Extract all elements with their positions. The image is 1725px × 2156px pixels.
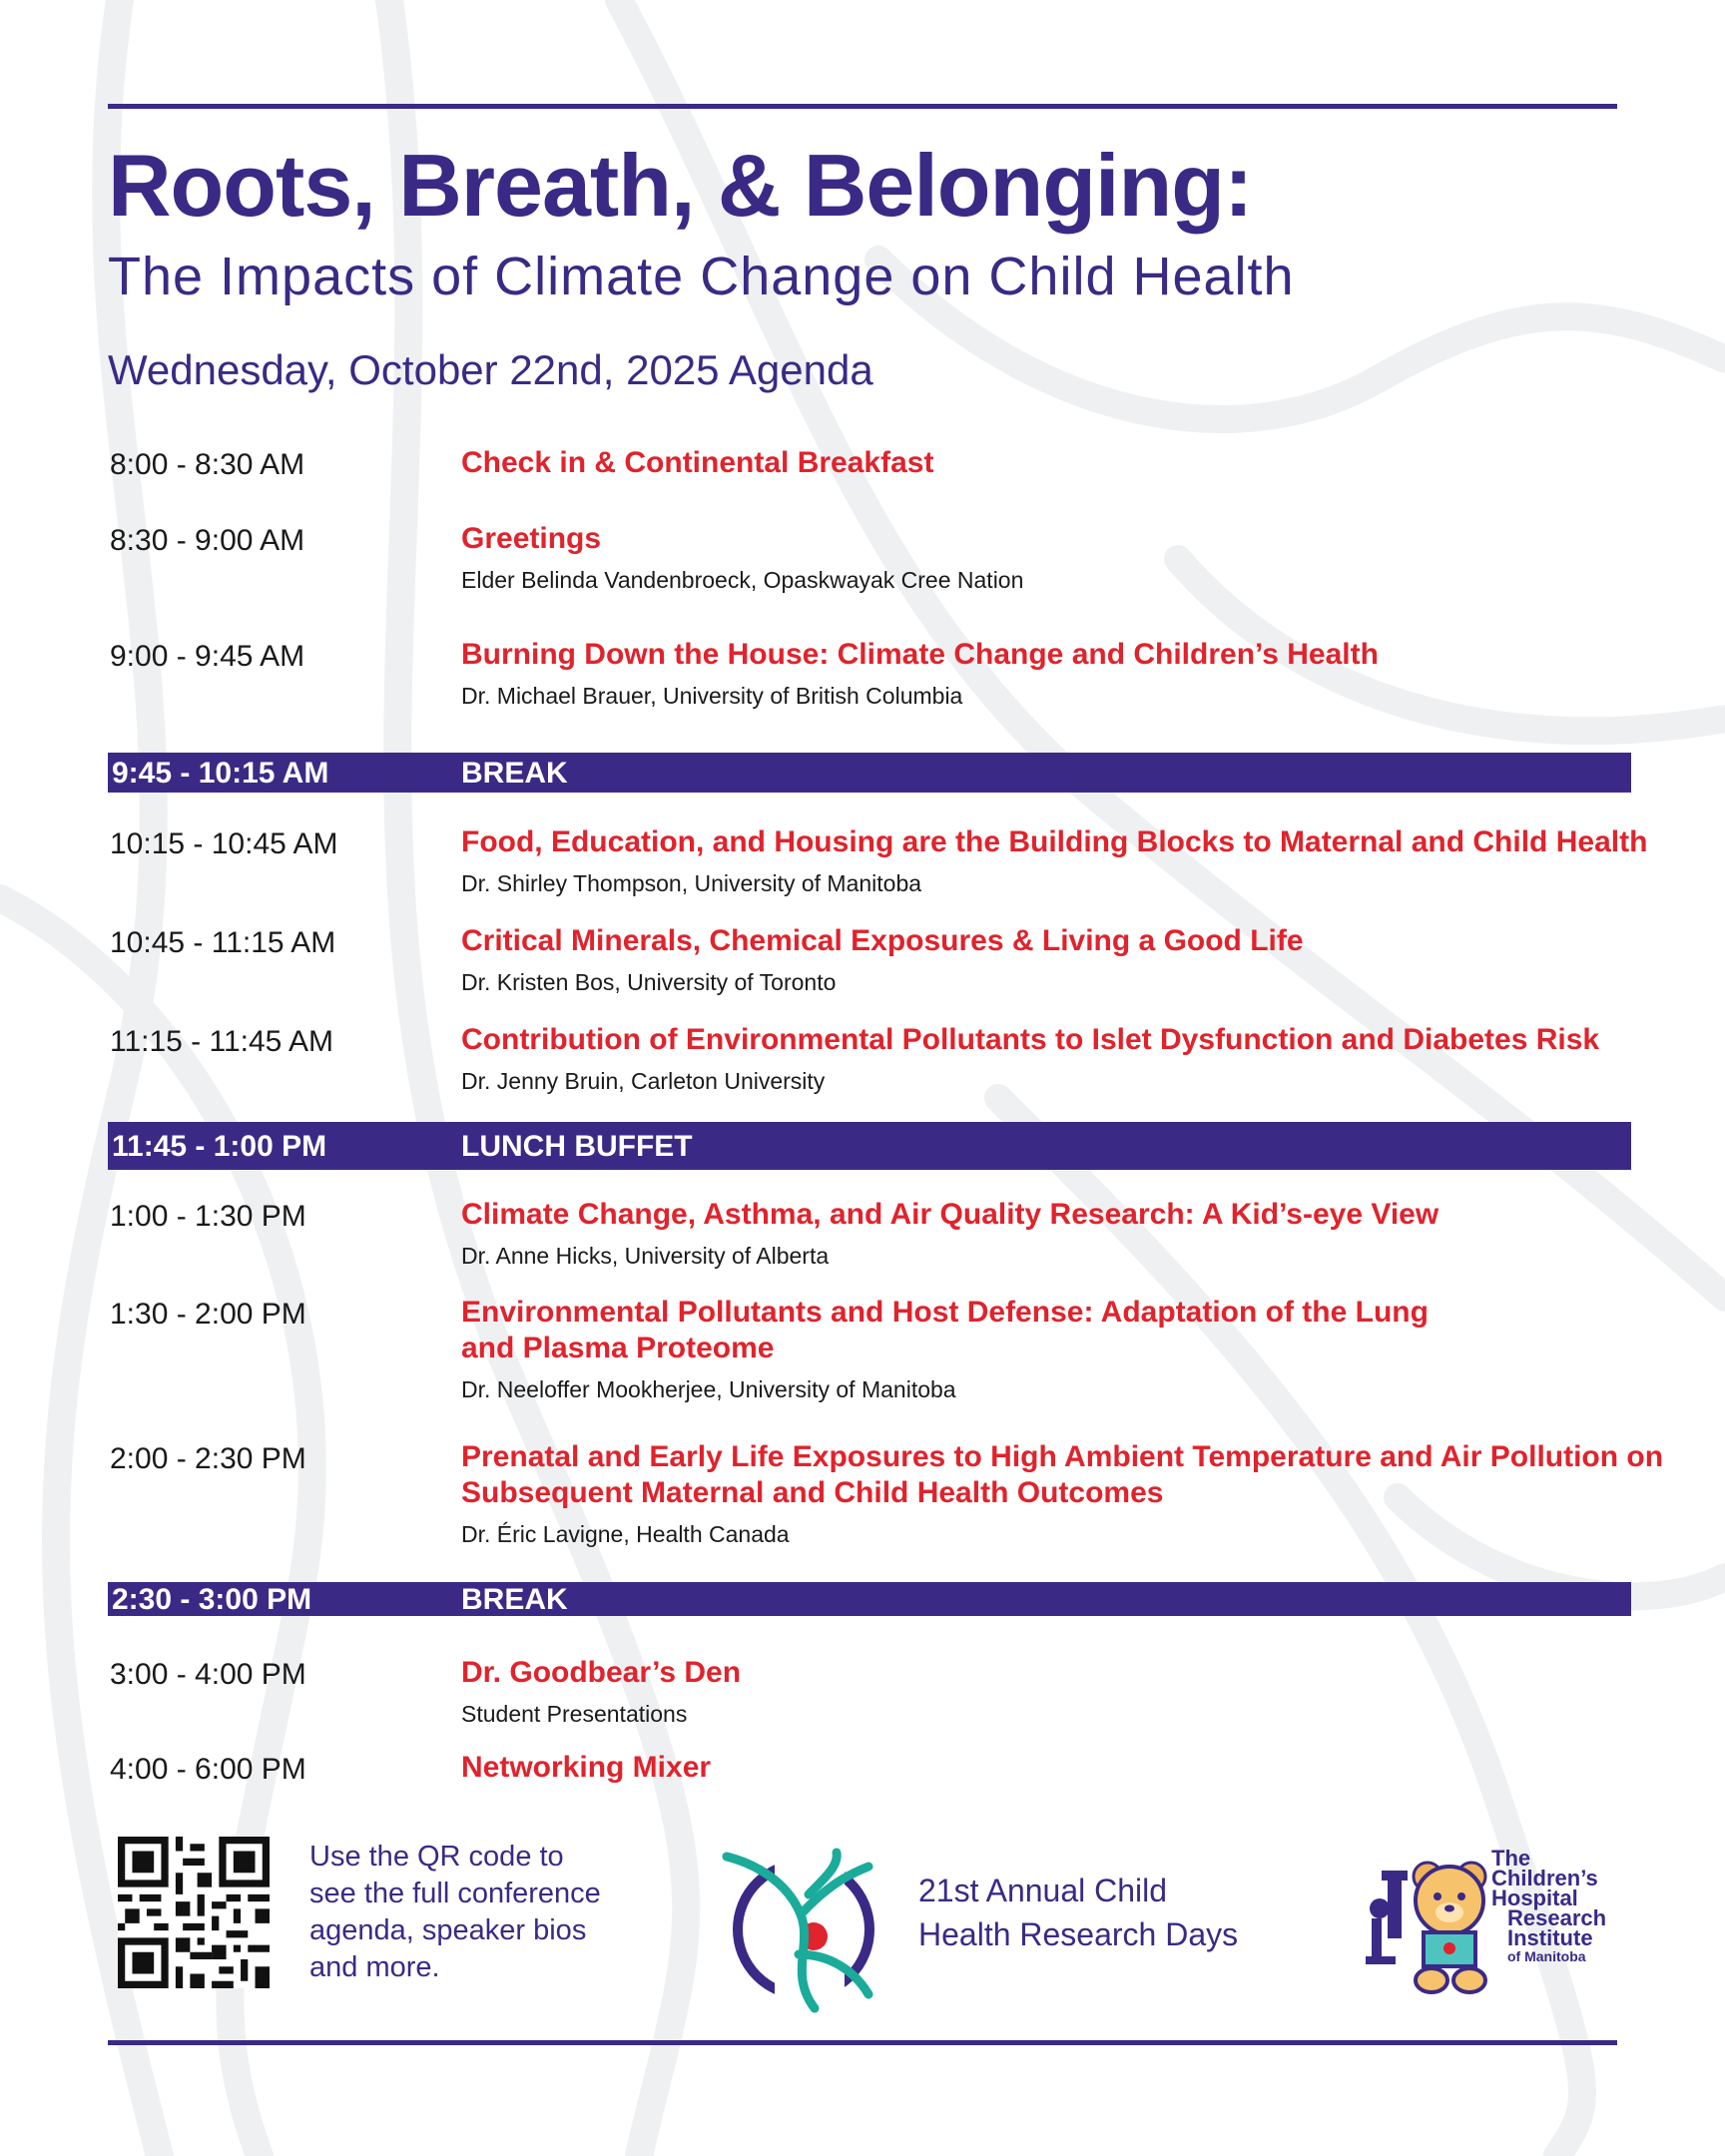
agenda-speaker: Student Presentations [461, 1701, 688, 1727]
agenda-time: 8:00 - 8:30 AM [110, 448, 305, 481]
agenda-time: 3:00 - 4:00 PM [110, 1658, 306, 1691]
agenda-date: Wednesday, October 22nd, 2025 Agenda [108, 346, 873, 393]
agenda-speaker: Dr. Michael Brauer, University of British Columbia [461, 683, 963, 709]
chrim-wordmark-line: Hospital [1491, 1886, 1578, 1910]
agenda-speaker: Dr. Jenny Bruin, Carleton University [461, 1068, 826, 1094]
event-name-line: Health Research Days [918, 1916, 1239, 1952]
chrim-wordmark-line: The [1491, 1846, 1531, 1871]
chrim-wordmark-line: of Manitoba [1507, 1948, 1586, 1964]
agenda-title-line: and Plasma Proteome [461, 1332, 775, 1364]
agenda-speaker: Dr. Neeloffer Mookherjee, University of Manitoba [461, 1376, 956, 1402]
event-name-line: 21st Annual Child [918, 1873, 1168, 1908]
lunch-label: LUNCH BUFFET [461, 1130, 693, 1163]
agenda-title: Check in & Continental Breakfast [461, 446, 934, 479]
agenda-time: 11:15 - 11:45 AM [110, 1025, 334, 1058]
event-name [918, 1869, 1298, 1956]
qr-code-icon[interactable] [118, 1837, 270, 1988]
agenda-title: Networking Mixer [461, 1751, 712, 1784]
agenda-speaker: Dr. Anne Hicks, University of Alberta [461, 1243, 830, 1269]
chrim-wordmark-line: Institute [1507, 1925, 1593, 1950]
agenda-title: Greetings [461, 522, 602, 555]
agenda-time: 8:30 - 9:00 AM [110, 524, 305, 557]
agenda-speaker: Elder Belinda Vandenbroeck, Opaskwayak Cree Nation [461, 567, 1024, 593]
break-label: BREAK [461, 757, 568, 790]
agenda-title-line: Prenatal and Early Life Exposures to High Ambient Temperature and Air Pollution on [461, 1440, 1664, 1473]
agenda-speaker: Dr. Éric Lavigne, Health Canada [461, 1521, 790, 1547]
break-band [108, 753, 1631, 793]
agenda-title: Critical Minerals, Chemical Exposures & Living a Good Life [461, 924, 1304, 957]
agenda-title-line: Environmental Pollutants and Host Defense: Adaptation of the Lung [461, 1296, 1429, 1329]
agenda-title: Climate Change, Asthma, and Air Quality Research: A Kid’s-eye View [461, 1198, 1439, 1231]
break-label: BREAK [461, 1583, 568, 1616]
agenda-time: 4:00 - 6:00 PM [110, 1753, 306, 1786]
break-band [108, 1582, 1631, 1616]
agenda-title: Dr. Goodbear’s Den [461, 1656, 742, 1689]
goodbear-mascot-icon [1366, 1849, 1495, 1998]
qr-instructions-line: see the full conference [309, 1878, 601, 1909]
agenda-time: 1:00 - 1:30 PM [110, 1200, 306, 1233]
qr-instructions [309, 1839, 629, 1986]
agenda-title: Burning Down the House: Climate Change and Children’s Health [461, 638, 1379, 671]
qr-instructions-line: agenda, speaker bios [309, 1914, 587, 1946]
page-subtitle: The Impacts of Climate Change on Child Health [108, 247, 1295, 306]
agenda-time: 9:00 - 9:45 AM [110, 640, 305, 673]
agenda-time: 1:30 - 2:00 PM [110, 1298, 306, 1331]
agenda-time: 10:15 - 10:45 AM [110, 827, 338, 860]
agenda-time: 2:00 - 2:30 PM [110, 1442, 306, 1475]
top-rule [108, 104, 1617, 109]
bottom-rule [108, 2040, 1617, 2045]
research-days-logo-icon [719, 1845, 888, 2014]
agenda-time: 10:45 - 11:15 AM [110, 926, 336, 959]
chrim-wordmark-line: Research [1507, 1905, 1607, 1930]
chrim-wordmark-line: Children’s [1491, 1866, 1598, 1890]
qr-instructions-line: Use the QR code to [309, 1841, 564, 1873]
break-time: 2:30 - 3:00 PM [112, 1583, 312, 1616]
agenda-speaker: Dr. Shirley Thompson, University of Manitoba [461, 870, 922, 896]
agenda-title: Contribution of Environmental Pollutants to Islet Dysfunction and Diabetes Risk [461, 1023, 1600, 1056]
lunch-band [108, 1122, 1631, 1170]
lunch-time: 11:45 - 1:00 PM [112, 1130, 327, 1163]
qr-instructions-line: and more. [309, 1951, 440, 1983]
chrim-wordmark [1491, 1846, 1621, 1964]
break-time: 9:45 - 10:15 AM [112, 757, 329, 790]
chrim-logo [1366, 1846, 1617, 1998]
agenda-speaker: Dr. Kristen Bos, University of Toronto [461, 969, 837, 995]
page-title: Roots, Breath, & Belonging: [108, 136, 1253, 235]
agenda-title: Food, Education, and Housing are the Building Blocks to Maternal and Child Health [461, 825, 1648, 858]
agenda-title-line: Subsequent Maternal and Child Health Outcomes [461, 1476, 1164, 1509]
